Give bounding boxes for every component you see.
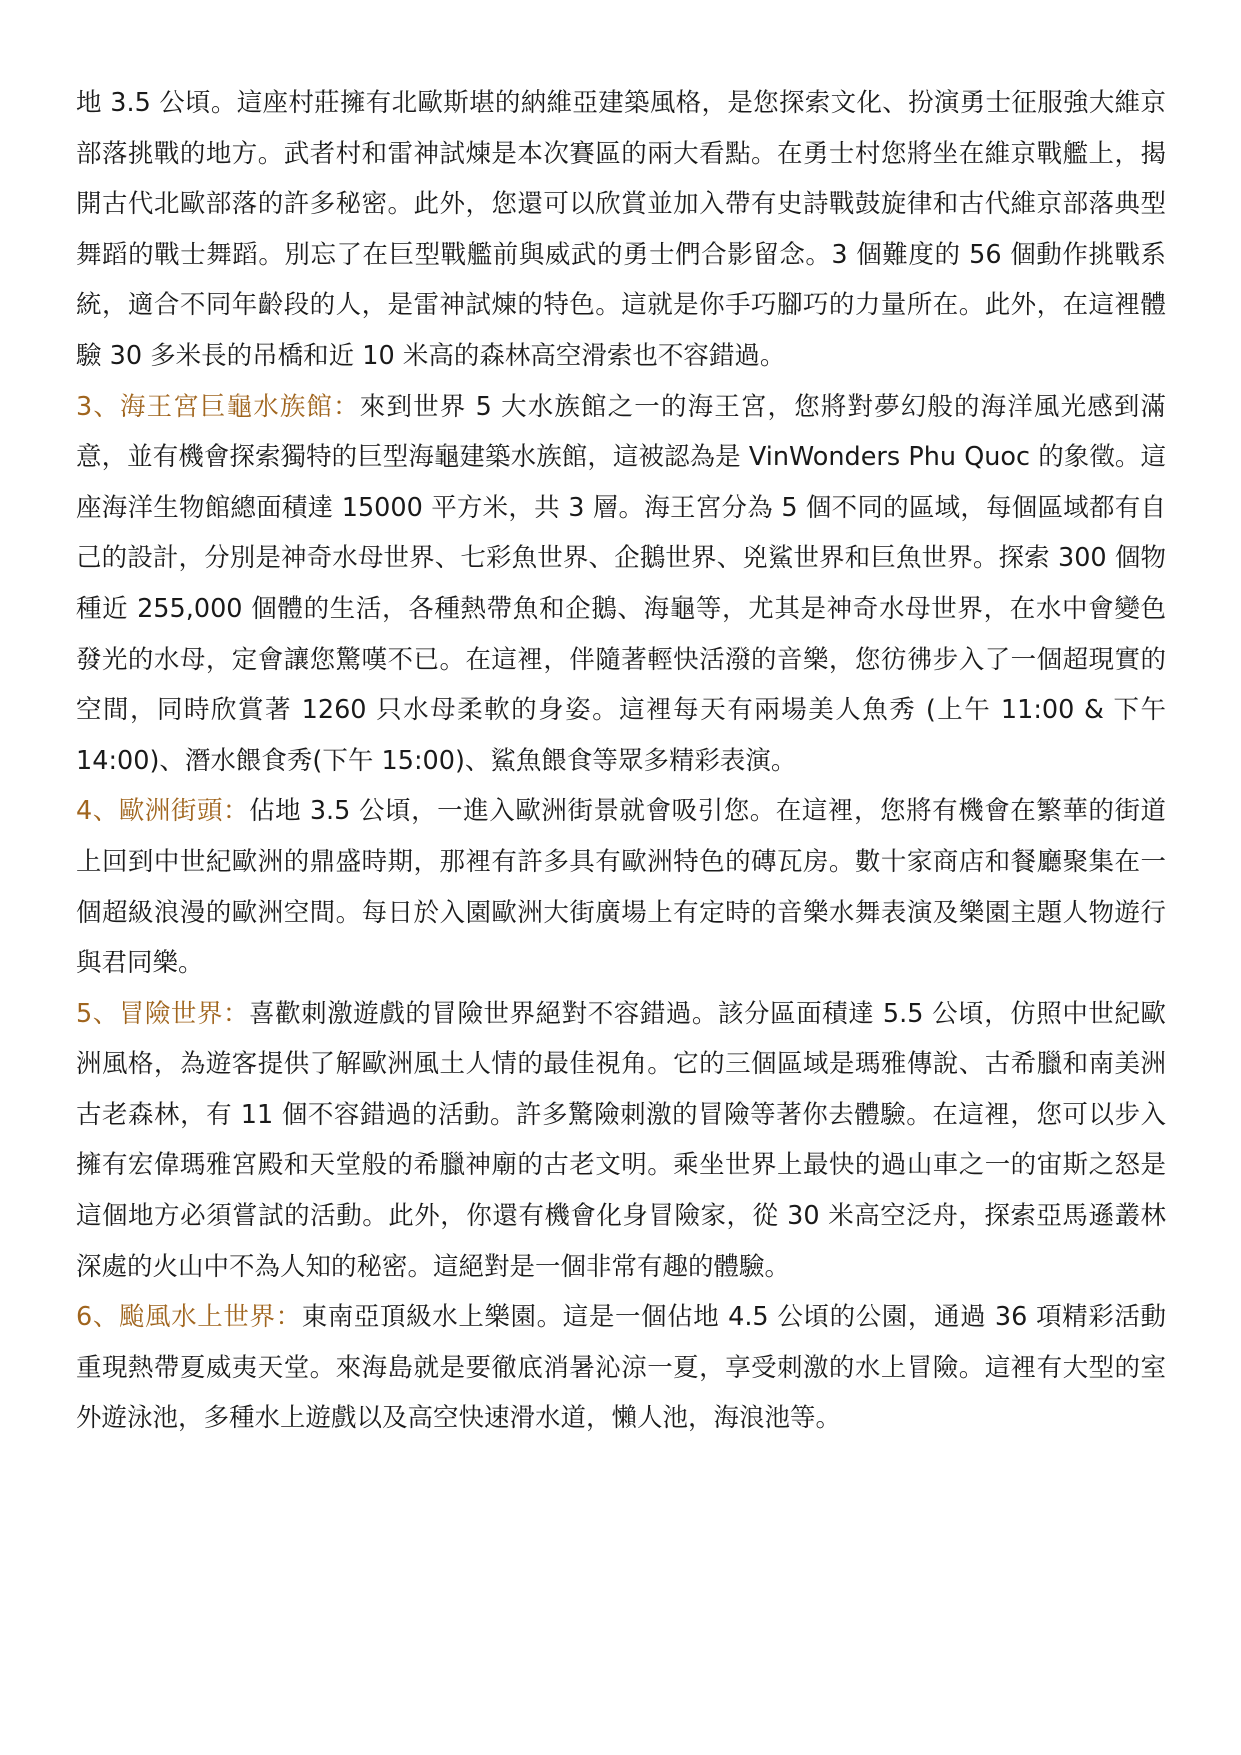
section-text: 喜歡刺激遊戲的冒險世界絕對不容錯過。該分區面積達 5.5 公頃，仿照中世紀歐洲風格，為遊客提供了解歐洲風土人情的最佳視角。它的三個區域是瑪雅傳說、古希臘和南美洲古老森林，有 11 個不容錯過的活動。許多驚險刺激的冒險等著你去體驗。在這裡，您可以步入擁有宏偉瑪雅宮殿和天堂般的希臘神廟的古老文明。乘坐世界上最快的過山車之一的宙斯之怒是這個地方必須嘗試的活動。此外，你還有機會化身冒險家，從 30 米高空泛舟，探索亞馬遜叢林深處的火山中不為人知的秘密。這絕對是一個非常有趣的體驗。 <box>76 998 1166 1282</box>
section-typhoon-water-world <box>76 1292 1166 1444</box>
section-european-street <box>76 786 1166 988</box>
intro-paragraph <box>76 78 1166 382</box>
section-text: 佔地 3.5 公頃，一進入歐洲街景就會吸引您。在這裡，您將有機會在繁華的街道上回到中世紀歐洲的鼎盛時期，那裡有許多具有歐洲特色的磚瓦房。數十家商店和餐廳聚集在一個超級浪漫的歐洲空間。每日於入園歐洲大街廣場上有定時的音樂水舞表演及樂園主題人物遊行與君同樂。 <box>76 796 1166 979</box>
document-page <box>76 78 1166 1444</box>
section-text: 東南亞頂級水上樂園。這是一個佔地 4.5 公頃的公園，通過 36 項精彩活動重現熱帶夏威夷天堂。來海島就是要徹底消暑沁涼一夏，享受刺激的水上冒險。這裡有大型的室外遊泳池，多種水上遊戲以及高空快速滑水道，懶人池，海浪池等。 <box>76 1302 1166 1434</box>
section-text: 來到世界 5 大水族館之一的海王宮，您將對夢幻般的海洋風光感到滿意，並有機會探索獨特的巨型海龜建築水族館，這被認為是 VinWonders Phu Quoc 的象徵。這座海洋生物館總面積達 15000 平方米，共 3 層。海王宮分為 5 個不同的區域，每個區域都有自己的設計，分別是神奇水母世界、七彩魚世界、企鵝世界、兇鯊世界和巨魚世界。探索 300 個物種近 255,000 個體的生活，各種熱帶魚和企鵝、海龜等，尤其是神奇水母世界，在水中會變色發光的水母，定會讓您驚嘆不已。在這裡，伴隨著輕快活潑的音樂，您彷彿步入了一個超現實的空間，同時欣賞著 1260 只水母柔軟的身姿。這裡每天有兩場美人魚秀 (上午 11:00 & 下午 14:00)、潛水餵食秀(下午 15:00)、鯊魚餵食等眾多精彩表演。 <box>76 391 1166 776</box>
section-heading: 4、歐洲街頭： <box>76 796 250 827</box>
section-heading: 3、海王宮巨龜水族館： <box>76 391 360 422</box>
section-adventure-world <box>76 989 1166 1293</box>
intro-text: 地 3.5 公頃。這座村莊擁有北歐斯堪的納維亞建築風格，是您探索文化、扮演勇士征服強大維京部落挑戰的地方。武者村和雷神試煉是本次賽區的兩大看點。在勇士村您將坐在維京戰艦上，揭開古代北歐部落的許多秘密。此外，您還可以欣賞並加入帶有史詩戰鼓旋律和古代維京部落典型舞蹈的戰士舞蹈。別忘了在巨型戰艦前與威武的勇士們合影留念。3 個難度的 56 個動作挑戰系統，適合不同年齡段的人，是雷神試煉的特色。這就是你手巧腳巧的力量所在。此外，在這裡體驗 30 多米長的吊橋和近 10 米高的森林高空滑索也不容錯過。 <box>76 88 1166 371</box>
section-heading: 6、颱風水上世界： <box>76 1302 302 1333</box>
section-heading: 5、冒險世界： <box>76 998 250 1029</box>
section-aquarium <box>76 382 1166 787</box>
